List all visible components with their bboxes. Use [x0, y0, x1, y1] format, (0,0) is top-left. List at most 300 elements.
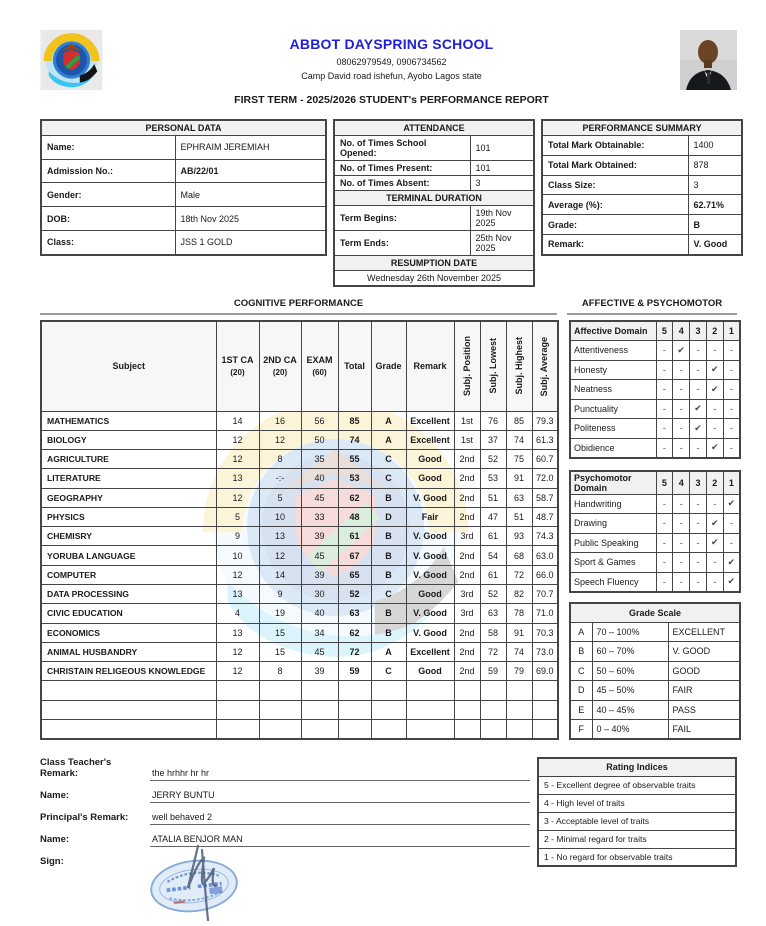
- rating-2-cell: -: [706, 494, 723, 514]
- rating-1-cell: ✔: [723, 553, 740, 573]
- average-cell: 63.0: [532, 546, 558, 565]
- performance-summary-label: Grade:: [542, 215, 688, 235]
- affective-row: [570, 438, 740, 458]
- remark-cell: V. Good: [406, 527, 454, 546]
- highest-cell: 63: [506, 488, 532, 507]
- lowest-cell: 58: [480, 623, 506, 642]
- resumption-date-title: RESUMPTION DATE: [334, 256, 534, 271]
- grade-cell: A: [371, 411, 406, 430]
- rating-2-cell: ✔: [706, 533, 723, 553]
- report-header: [40, 30, 737, 106]
- col-remark: Remark: [406, 321, 454, 411]
- ca1-cell: 5: [216, 507, 259, 526]
- cognitive-row: [41, 642, 558, 661]
- terminal-label: Term Ends:: [334, 231, 470, 256]
- subject-cell: CIVIC EDUCATION: [41, 604, 216, 623]
- school-header-text: [103, 30, 680, 106]
- class-teacher-remark-label: Class Teacher's Remark:: [40, 757, 112, 779]
- rating-indices-title: Rating Indices: [538, 758, 736, 776]
- exam-cell: 39: [301, 565, 338, 584]
- attendance-table: [333, 119, 535, 287]
- total-cell: 52: [338, 585, 371, 604]
- rating-3-cell: -: [690, 553, 707, 573]
- grade-cell: C: [371, 662, 406, 681]
- attendance-row: [334, 161, 534, 176]
- ca1-cell: 12: [216, 430, 259, 449]
- ca2-cell: 13: [259, 527, 301, 546]
- lowest-cell: [480, 681, 506, 700]
- ca1-cell: [216, 720, 259, 740]
- grade-scale-table: [569, 602, 741, 741]
- sign-line: [40, 856, 530, 918]
- remark-cell: Good: [406, 585, 454, 604]
- rating-1-cell: -: [723, 419, 740, 439]
- cognitive-section-title: COGNITIVE PERFORMANCE: [40, 298, 557, 315]
- rating-3-cell: -: [690, 494, 707, 514]
- school-address: Camp David road ishefun, Ayobo Lagos state: [301, 71, 482, 81]
- total-cell: 62: [338, 488, 371, 507]
- subject-cell: CHRISTAIN RELIGEOUS KNOWLEDGE: [41, 662, 216, 681]
- subject-cell: MATHEMATICS: [41, 411, 216, 430]
- rating-index-row: [538, 776, 736, 794]
- grade-letter: A: [570, 622, 592, 642]
- total-cell: [338, 681, 371, 700]
- rating-4-cell: -: [673, 399, 690, 419]
- grade-cell: B: [371, 527, 406, 546]
- remark-cell: V. Good: [406, 604, 454, 623]
- rating-3-cell: -: [690, 341, 707, 361]
- performance-summary-row: [542, 234, 742, 255]
- grade-letter: F: [570, 720, 592, 740]
- terminal-label: Term Begins:: [334, 206, 470, 231]
- total-cell: 59: [338, 662, 371, 681]
- psychomotor-row: [570, 533, 740, 553]
- average-cell: 48.7: [532, 507, 558, 526]
- position-cell: 3rd: [454, 604, 480, 623]
- ca2-cell: [259, 720, 301, 740]
- rating-4-cell: -: [673, 533, 690, 553]
- sign-label: Sign:: [40, 856, 64, 867]
- terminal-value: 19th Nov 2025: [470, 206, 534, 231]
- rating-index-text: 3 - Acceptable level of traits: [538, 812, 736, 830]
- teacher-name-value: JERRY BUNTU: [150, 790, 530, 803]
- exam-cell: 45: [301, 488, 338, 507]
- highest-cell: [506, 720, 532, 740]
- teacher-name-line: [40, 790, 530, 803]
- grade-remark: FAIL: [668, 720, 740, 740]
- grade-remark: FAIR: [668, 681, 740, 701]
- lowest-cell: [480, 720, 506, 740]
- ca2-cell: 8: [259, 450, 301, 469]
- lowest-cell: 76: [480, 411, 506, 430]
- resumption-date-value: Wednesday 26th November 2025: [334, 271, 534, 287]
- rating-5-cell: -: [656, 494, 673, 514]
- highest-cell: 82: [506, 585, 532, 604]
- subject-cell: YORUBA LANGUAGE: [41, 546, 216, 565]
- ca2-cell: 15: [259, 623, 301, 642]
- performance-summary-value: 62.71%: [688, 195, 742, 215]
- position-cell: 1st: [454, 430, 480, 449]
- remark-cell: [406, 681, 454, 700]
- terminal-duration-title: TERMINAL DURATION: [334, 191, 534, 206]
- ca2-cell: 9: [259, 585, 301, 604]
- cognitive-row: [41, 662, 558, 681]
- rating-1-cell: -: [723, 514, 740, 534]
- grade-range: 40 – 45%: [592, 700, 668, 720]
- ca1-cell: 13: [216, 469, 259, 488]
- highest-cell: 75: [506, 450, 532, 469]
- ca1-cell: 9: [216, 527, 259, 546]
- average-cell: 79.3: [532, 411, 558, 430]
- total-cell: 53: [338, 469, 371, 488]
- cognitive-row: [41, 681, 558, 700]
- grade-remark: PASS: [668, 700, 740, 720]
- rating-index-row: [538, 848, 736, 866]
- affective-section-title: AFFECTIVE & PSYCHOMOTOR: [567, 298, 737, 315]
- trait-label: Public Speaking: [570, 533, 656, 553]
- subject-cell: LITERATURE: [41, 469, 216, 488]
- grade-cell: C: [371, 585, 406, 604]
- average-cell: 66.0: [532, 565, 558, 584]
- class-teacher-remark-line: [40, 757, 530, 781]
- performance-summary-label: Average (%):: [542, 195, 688, 215]
- lowest-cell: 61: [480, 565, 506, 584]
- trait-label: Drawing: [570, 514, 656, 534]
- exam-cell: [301, 700, 338, 719]
- position-cell: 2nd: [454, 642, 480, 661]
- remark-cell: Fair: [406, 507, 454, 526]
- rating-index-row: [538, 830, 736, 848]
- trait-label: Sport & Games: [570, 553, 656, 573]
- rating-5-cell: -: [656, 533, 673, 553]
- trait-label: Attentiveness: [570, 341, 656, 361]
- personal-data-label: DOB:: [41, 207, 175, 231]
- average-cell: 60.7: [532, 450, 558, 469]
- rating-3-cell: ✔: [690, 399, 707, 419]
- subject-cell: CHEMISRY: [41, 527, 216, 546]
- highest-cell: 74: [506, 642, 532, 661]
- average-cell: 72.0: [532, 469, 558, 488]
- affective-row: [570, 360, 740, 380]
- student-portrait-image: [680, 30, 737, 90]
- highest-cell: 74: [506, 430, 532, 449]
- cognitive-row: [41, 700, 558, 719]
- rating-3-cell: -: [690, 360, 707, 380]
- total-cell: [338, 700, 371, 719]
- performance-summary-label: Total Mark Obtained:: [542, 155, 688, 175]
- signature-stroke: [168, 844, 238, 922]
- total-cell: 55: [338, 450, 371, 469]
- ca1-cell: [216, 681, 259, 700]
- ca1-cell: 4: [216, 604, 259, 623]
- position-cell: [454, 681, 480, 700]
- grade-letter: C: [570, 661, 592, 681]
- rating-index-text: 4 - High level of traits: [538, 794, 736, 812]
- psychomotor-row: [570, 553, 740, 573]
- affective-psychomotor-column: [569, 320, 739, 740]
- subject-cell: AGRICULTURE: [41, 450, 216, 469]
- personal-data-value: EPHRAIM JEREMIAH: [175, 136, 326, 160]
- remark-cell: V. Good: [406, 546, 454, 565]
- rating-5-cell: -: [656, 380, 673, 400]
- grade-remark: V. GOOD: [668, 642, 740, 662]
- psychomotor-row: [570, 572, 740, 592]
- position-cell: [454, 720, 480, 740]
- lowest-cell: 37: [480, 430, 506, 449]
- rating-4-cell: -: [673, 514, 690, 534]
- highest-cell: 78: [506, 604, 532, 623]
- exam-cell: 30: [301, 585, 338, 604]
- trait-label: Obidience: [570, 438, 656, 458]
- position-cell: [454, 700, 480, 719]
- ca1-cell: 12: [216, 565, 259, 584]
- attendance-row: [334, 176, 534, 191]
- performance-summary-row: [542, 136, 742, 156]
- lowest-cell: 51: [480, 488, 506, 507]
- col-subj-lowest: Subj. Lowest: [480, 321, 506, 411]
- grade-cell: C: [371, 469, 406, 488]
- exam-cell: 50: [301, 430, 338, 449]
- school-logo: [40, 30, 103, 90]
- rating-1-cell: -: [723, 360, 740, 380]
- ca2-cell: [259, 681, 301, 700]
- cognitive-row: [41, 450, 558, 469]
- lowest-cell: 61: [480, 527, 506, 546]
- remark-cell: Good: [406, 450, 454, 469]
- performance-summary-row: [542, 195, 742, 215]
- attendance-label: No. of Times School Opened:: [334, 136, 470, 161]
- grade-letter: E: [570, 700, 592, 720]
- performance-summary-row: [542, 215, 742, 235]
- principal-remark-value: well behaved 2: [150, 812, 530, 825]
- highest-cell: [506, 700, 532, 719]
- rating-3-cell: ✔: [690, 419, 707, 439]
- highest-cell: 85: [506, 411, 532, 430]
- rating-2-cell: -: [706, 572, 723, 592]
- remark-cell: V. Good: [406, 565, 454, 584]
- psychomotor-domain-header: Psychomotor Domain: [570, 471, 656, 495]
- class-teacher-remark-value: the hrhhr hr hr: [150, 768, 530, 781]
- highest-cell: 93: [506, 527, 532, 546]
- cognitive-row: [41, 411, 558, 430]
- personal-data-label: Class:: [41, 230, 175, 255]
- attendance-label: No. of Times Present:: [334, 161, 470, 176]
- report-title: FIRST TERM - 2025/2026 STUDENT's PERFORMANCE REPORT: [234, 94, 549, 106]
- total-cell: 63: [338, 604, 371, 623]
- attendance-label: No. of Times Absent:: [334, 176, 470, 191]
- remark-cell: Excellent: [406, 430, 454, 449]
- school-crest-icon: [40, 30, 103, 90]
- grade-cell: B: [371, 604, 406, 623]
- rating-1-cell: -: [723, 380, 740, 400]
- highest-cell: 68: [506, 546, 532, 565]
- ca1-cell: 14: [216, 411, 259, 430]
- lowest-cell: 63: [480, 604, 506, 623]
- average-cell: 58.7: [532, 488, 558, 507]
- exam-cell: 39: [301, 527, 338, 546]
- position-cell: 2nd: [454, 488, 480, 507]
- ca2-cell: 12: [259, 430, 301, 449]
- col-total: Total: [338, 321, 371, 411]
- attendance-value: 3: [470, 176, 534, 191]
- ca2-cell: 14: [259, 565, 301, 584]
- remarks-block: [40, 757, 530, 918]
- principal-remark-label: Principal's Remark:: [40, 812, 129, 823]
- rating-5-cell: -: [656, 419, 673, 439]
- trait-label: Politeness: [570, 419, 656, 439]
- rating-2-cell: ✔: [706, 380, 723, 400]
- affective-header-row: Affective Domain 5 4 3 2 1: [570, 321, 740, 341]
- principal-name-value: ATALIA BENJOR MAN: [150, 834, 530, 847]
- rating-4-cell: ✔: [673, 341, 690, 361]
- col-subj-position: Subj. Position: [454, 321, 480, 411]
- info-tables-row: [40, 119, 737, 287]
- ca2-cell: 12: [259, 546, 301, 565]
- ca1-cell: 13: [216, 623, 259, 642]
- grade-cell: [371, 700, 406, 719]
- grade-letter: B: [570, 642, 592, 662]
- personal-data-row: [41, 136, 326, 160]
- trait-label: Honesty: [570, 360, 656, 380]
- exam-cell: 33: [301, 507, 338, 526]
- rating-5-cell: -: [656, 399, 673, 419]
- rating-4-cell: -: [673, 360, 690, 380]
- rating-5-cell: -: [656, 553, 673, 573]
- total-cell: 74: [338, 430, 371, 449]
- average-cell: 70.3: [532, 623, 558, 642]
- grade-remark: GOOD: [668, 661, 740, 681]
- subject-cell: [41, 700, 216, 719]
- total-cell: 72: [338, 642, 371, 661]
- total-cell: [338, 720, 371, 740]
- lowest-cell: 72: [480, 642, 506, 661]
- rating-2-cell: -: [706, 553, 723, 573]
- grade-cell: [371, 681, 406, 700]
- personal-data-title: PERSONAL DATA: [41, 120, 326, 136]
- exam-cell: 39: [301, 662, 338, 681]
- grade-scale-row: [570, 681, 740, 701]
- subject-cell: [41, 720, 216, 740]
- rating-3-cell: -: [690, 380, 707, 400]
- position-cell: 2nd: [454, 507, 480, 526]
- ca2-cell: 10: [259, 507, 301, 526]
- highest-cell: 79: [506, 662, 532, 681]
- trait-label: Neatness: [570, 380, 656, 400]
- psychomotor-row: [570, 514, 740, 534]
- cognitive-header-row: [41, 321, 558, 411]
- bottom-row: [40, 757, 737, 918]
- grade-scale-row: [570, 700, 740, 720]
- grade-scale-row: [570, 622, 740, 642]
- total-cell: 85: [338, 411, 371, 430]
- grade-scale-row: [570, 720, 740, 740]
- cognitive-row: [41, 527, 558, 546]
- lowest-cell: 59: [480, 662, 506, 681]
- psychomotor-row: [570, 494, 740, 514]
- subject-cell: ANIMAL HUSBANDRY: [41, 642, 216, 661]
- personal-data-row: [41, 230, 326, 255]
- rating-2-cell: ✔: [706, 438, 723, 458]
- grade-scale-row: [570, 661, 740, 681]
- ca2-cell: 15: [259, 642, 301, 661]
- ca1-cell: 12: [216, 450, 259, 469]
- cognitive-row: [41, 604, 558, 623]
- average-cell: 61.3: [532, 430, 558, 449]
- lowest-cell: [480, 700, 506, 719]
- ca2-cell: [259, 700, 301, 719]
- personal-data-value: JSS 1 GOLD: [175, 230, 326, 255]
- terminal-value: 25th Nov 2025: [470, 231, 534, 256]
- grade-cell: A: [371, 642, 406, 661]
- ca2-cell: 19: [259, 604, 301, 623]
- cognitive-performance-table: [40, 320, 559, 740]
- col-second-ca: 2ND CA (20): [259, 321, 301, 411]
- psychomotor-domain-table: [569, 470, 741, 593]
- cognitive-row: [41, 488, 558, 507]
- grade-letter: D: [570, 681, 592, 701]
- personal-data-row: [41, 159, 326, 183]
- ca1-cell: 10: [216, 546, 259, 565]
- rating-1-cell: -: [723, 341, 740, 361]
- exam-cell: [301, 681, 338, 700]
- main-tables-row: [40, 320, 737, 740]
- rating-2-cell: ✔: [706, 514, 723, 534]
- rating-4-cell: -: [673, 419, 690, 439]
- rating-index-text: 5 - Excellent degree of observable traits: [538, 776, 736, 794]
- exam-cell: 56: [301, 411, 338, 430]
- total-cell: 61: [338, 527, 371, 546]
- col-first-ca: 1ST CA (20): [216, 321, 259, 411]
- rating-4-cell: -: [673, 553, 690, 573]
- grade-cell: B: [371, 623, 406, 642]
- position-cell: 2nd: [454, 623, 480, 642]
- student-photo: [680, 30, 737, 90]
- total-cell: 62: [338, 623, 371, 642]
- rating-5-cell: -: [656, 514, 673, 534]
- performance-summary-value: 878: [688, 155, 742, 175]
- section-titles-row: [40, 298, 737, 315]
- rating-3-cell: -: [690, 572, 707, 592]
- position-cell: 2nd: [454, 565, 480, 584]
- rating-3-cell: -: [690, 514, 707, 534]
- highest-cell: [506, 681, 532, 700]
- highest-cell: 72: [506, 565, 532, 584]
- highest-cell: 51: [506, 507, 532, 526]
- lowest-cell: 54: [480, 546, 506, 565]
- grade-cell: A: [371, 430, 406, 449]
- rating-4-cell: -: [673, 494, 690, 514]
- subject-cell: COMPUTER: [41, 565, 216, 584]
- trait-label: Punctuality: [570, 399, 656, 419]
- grade-remark: EXCELLENT: [668, 622, 740, 642]
- personal-data-table: [40, 119, 327, 256]
- exam-cell: 45: [301, 546, 338, 565]
- total-cell: 67: [338, 546, 371, 565]
- remark-cell: Excellent: [406, 642, 454, 661]
- grade-scale-row: [570, 642, 740, 662]
- remark-cell: V. Good: [406, 488, 454, 507]
- exam-cell: 40: [301, 604, 338, 623]
- rating-index-row: [538, 794, 736, 812]
- attendance-value: 101: [470, 136, 534, 161]
- rating-1-cell: -: [723, 438, 740, 458]
- affective-row: [570, 399, 740, 419]
- affective-row: [570, 341, 740, 361]
- exam-cell: 35: [301, 450, 338, 469]
- performance-summary-label: Class Size:: [542, 175, 688, 195]
- rating-2-cell: -: [706, 341, 723, 361]
- ca2-cell: 5: [259, 488, 301, 507]
